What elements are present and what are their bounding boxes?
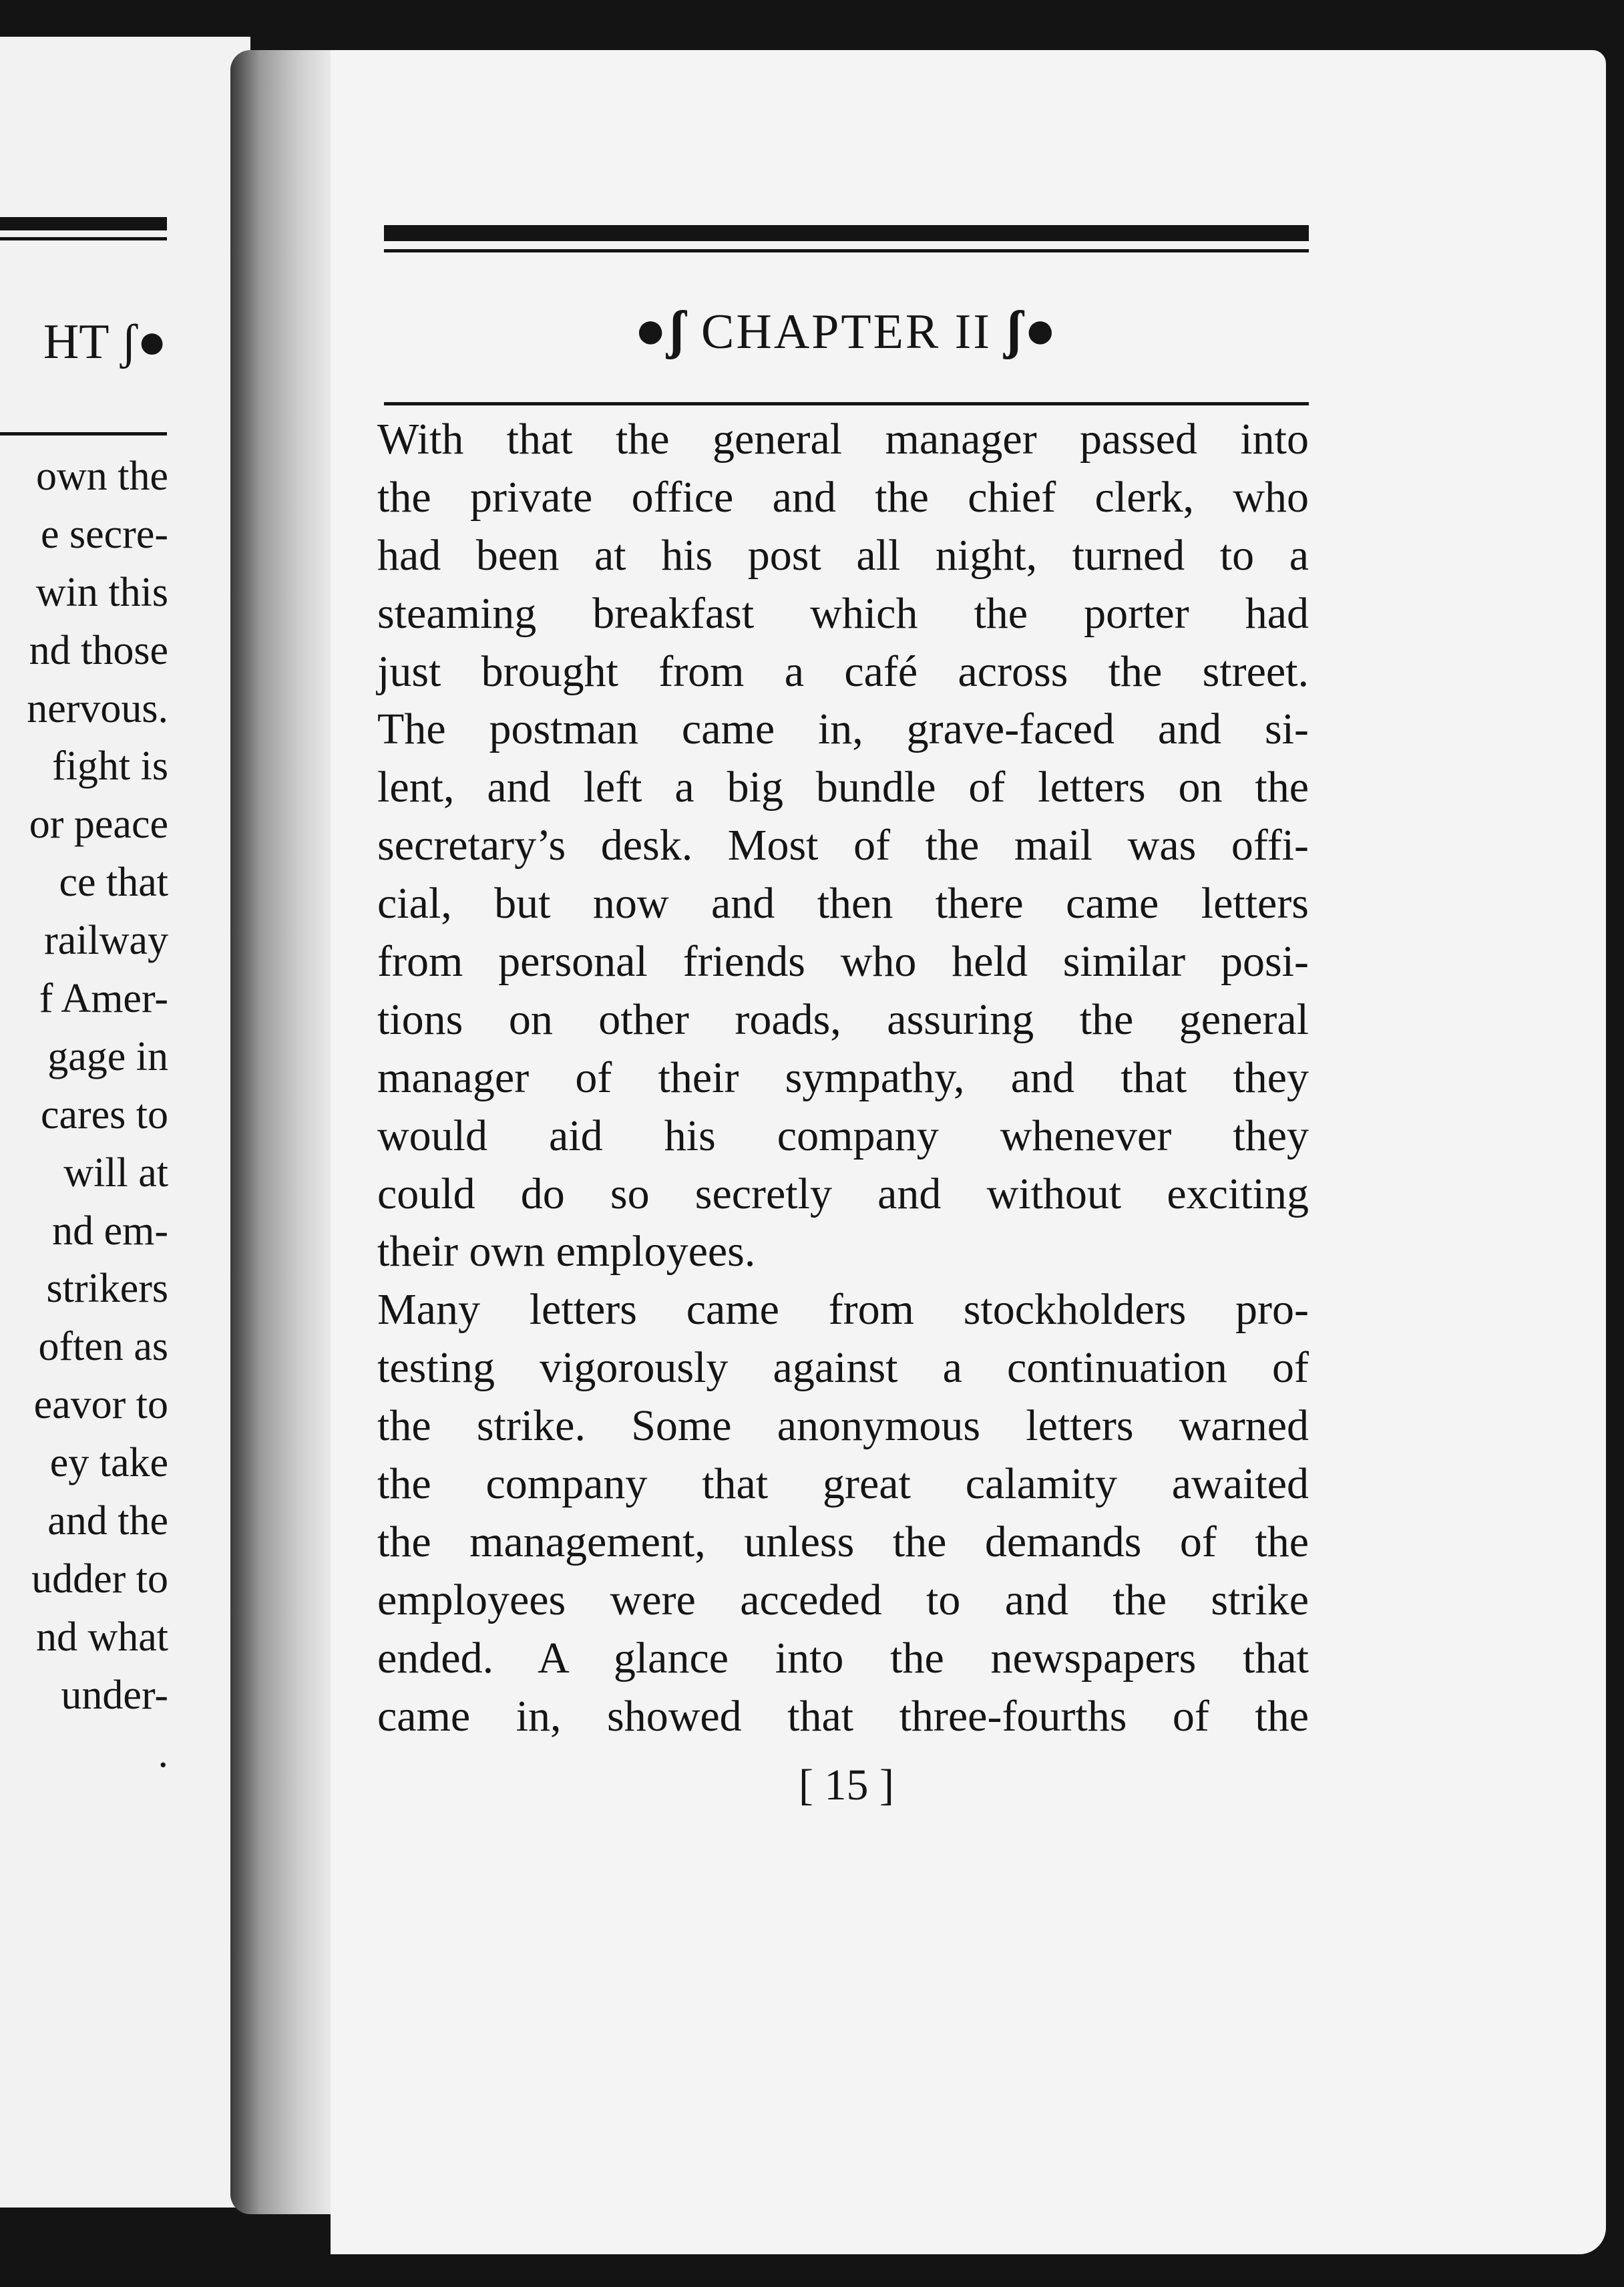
left-running-heading: HT ʃ●	[43, 315, 167, 369]
text-line: cial, but now and then there came letters	[377, 879, 1309, 928]
text-line: will at	[63, 1150, 168, 1196]
text-line: from personal friends who held similar posi-	[377, 937, 1309, 987]
text-line: came in, showed that three-fourths of the	[377, 1691, 1309, 1741]
text-line: employees were acceded to and the strike	[377, 1575, 1309, 1624]
text-line: testing vigorously against a continuation of	[377, 1343, 1309, 1393]
header-rule-thin	[384, 249, 1309, 252]
text-line: manager of their sympathy, and that they	[377, 1053, 1309, 1102]
text-line: railway	[44, 918, 168, 964]
text-line: under-	[61, 1672, 168, 1718]
text-line: f Amer-	[39, 976, 168, 1022]
ornament-left-icon: ●ʃ	[634, 301, 687, 360]
book-gutter	[230, 50, 331, 2214]
text-line: and the	[47, 1498, 168, 1544]
text-line: gage in	[47, 1033, 168, 1079]
text-line: the company that great calamity awaited	[377, 1459, 1309, 1509]
text-line: ey take	[49, 1440, 168, 1486]
left-page-text	[0, 448, 168, 1782]
text-line: win this	[35, 569, 168, 615]
text-line: would aid his company whenever they	[377, 1111, 1309, 1160]
right-page	[331, 50, 1606, 2254]
text-line: their own employees.	[377, 1227, 756, 1276]
text-line: had been at his post all night, turned to a	[377, 530, 1309, 580]
text-line: ended. A glance into the newspapers that	[377, 1633, 1309, 1683]
text-line: the management, unless the demands of the	[377, 1517, 1309, 1566]
text-line: the strike. Some anonymous letters warned	[377, 1401, 1309, 1451]
text-line: fight is	[52, 743, 168, 789]
text-line: The postman came in, grave-faced and si-	[377, 705, 1309, 754]
paragraph-2	[377, 1281, 1309, 1745]
text-line: tions on other roads, assuring the general	[377, 995, 1309, 1044]
text-line: .	[158, 1730, 168, 1776]
text-line: With that the general manager passed into	[377, 415, 1309, 464]
text-line: lent, and left a big bundle of letters on the	[377, 763, 1309, 812]
text-line: or peace	[29, 802, 168, 848]
text-line: cares to	[40, 1091, 168, 1137]
text-line: nd what	[35, 1614, 168, 1660]
text-line: udder to	[31, 1556, 168, 1602]
text-line: could do so secretly and without exciting	[377, 1169, 1309, 1218]
left-header-rule-thin	[0, 237, 167, 240]
text-line: the private office and the chief clerk, who	[377, 472, 1309, 522]
body-text	[377, 411, 1309, 1745]
left-page	[0, 37, 250, 2208]
text-line: Many letters came from stockholders pro-	[377, 1285, 1309, 1335]
text-line: ce that	[59, 860, 168, 906]
paragraph-1	[377, 411, 1309, 1281]
text-line: e secre-	[41, 511, 168, 557]
left-header-rule-thick	[0, 217, 167, 230]
text-line: nervous.	[27, 685, 168, 731]
header-rule-thick	[384, 225, 1309, 241]
text-line: nd those	[29, 627, 168, 673]
text-line: steaming breakfast which the porter had	[377, 588, 1309, 638]
text-line: often as	[38, 1324, 168, 1370]
text-line: strikers	[46, 1266, 168, 1312]
text-line: own the	[35, 454, 168, 499]
text-line: secretary’s desk. Most of the mail was offi-	[377, 821, 1309, 870]
ornament-right-icon: ʃ●	[1006, 301, 1058, 360]
text-line: just brought from a café across the street.	[377, 647, 1309, 696]
left-heading-rule	[0, 432, 167, 435]
text-line: nd em-	[52, 1208, 168, 1254]
text-line: eavor to	[33, 1382, 168, 1428]
chapter-heading	[384, 301, 1309, 360]
page-number: [ 15 ]	[799, 1761, 894, 1809]
heading-rule	[384, 402, 1309, 405]
chapter-title: CHAPTER II	[701, 305, 992, 359]
